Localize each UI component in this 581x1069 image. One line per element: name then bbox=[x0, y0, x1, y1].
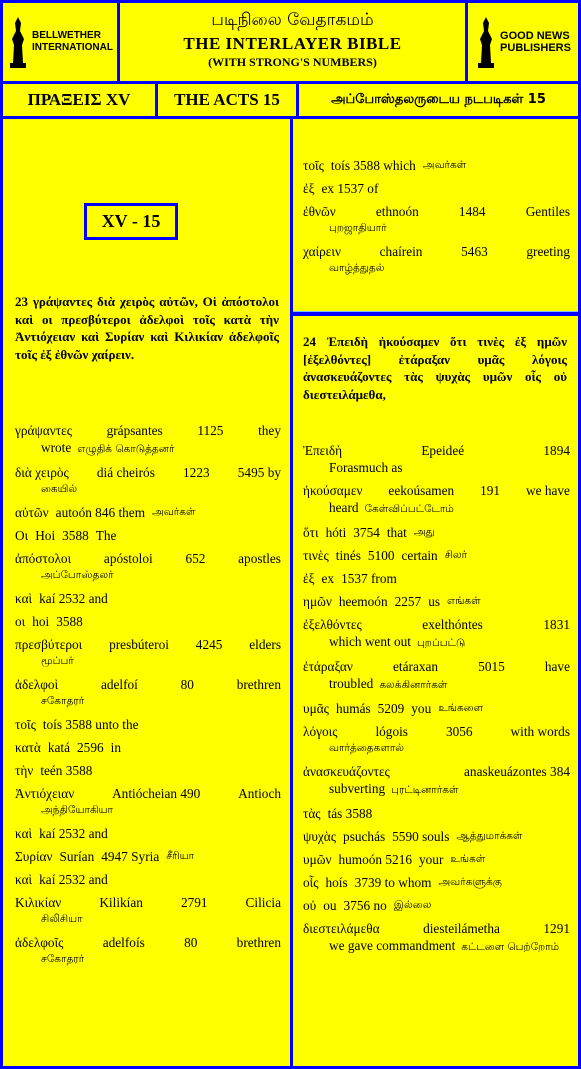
tamil-gloss: எழுதிக் கொடுத்தனர் bbox=[77, 443, 175, 455]
word-gloss: with words bbox=[510, 724, 570, 739]
word-gloss: have bbox=[544, 659, 570, 674]
word-gloss: eekoúsamen bbox=[388, 483, 455, 498]
verse-23-text: 23 γράψαντες διὰ χειρὸς αὐτῶν, Οἱ ἀπόστολοι καὶ οι πρεσβύτεροι ἀδελφοὶ τοῖς κατὰ τὴν Ἀντιόχειαν καὶ Συρίαν καὶ Κιλικίαν ἀδελφοῖς τοῖς ἐξ ἐθνῶν χαίρειν. bbox=[15, 294, 279, 362]
word-entry bbox=[15, 716, 281, 733]
title-block bbox=[120, 3, 465, 81]
word-gloss: 1484 bbox=[458, 204, 486, 219]
word-entry bbox=[303, 851, 570, 868]
word-gloss: 2257 bbox=[394, 594, 422, 609]
word-entry-line bbox=[15, 636, 281, 653]
word-gloss: 1125 bbox=[197, 423, 224, 438]
tamil-gloss: கட்டளை பெற்றோம் bbox=[461, 941, 560, 953]
word-gloss: anaskeuázontes 384 bbox=[464, 764, 570, 779]
word-entry bbox=[15, 464, 281, 498]
tamil-gloss: வாழ்த்துதல் bbox=[329, 262, 385, 274]
word-gloss: katá bbox=[47, 740, 71, 755]
word-gloss: 3056 bbox=[445, 724, 473, 739]
english-gloss: troubled bbox=[329, 676, 374, 691]
book-tamil: அப்போஸ்தலருடைய நடபடிகள் 15 bbox=[331, 92, 546, 107]
word-gloss: psuchás bbox=[343, 829, 386, 844]
word-entry-line bbox=[15, 739, 281, 756]
word-entry bbox=[303, 658, 570, 694]
word-gloss-continued bbox=[303, 633, 570, 652]
word-gloss: presbúteroi bbox=[109, 637, 169, 652]
greek-word: ἐθνῶν bbox=[303, 204, 336, 219]
word-gloss: 4245 bbox=[195, 637, 223, 652]
word-gloss: hóti bbox=[325, 525, 347, 540]
word-gloss-continued bbox=[15, 439, 281, 458]
word-gloss: diesteilámetha bbox=[423, 921, 500, 936]
word-entry-line bbox=[15, 676, 281, 693]
word-entry bbox=[303, 700, 570, 717]
tamil-gloss: புறப்பட்டு bbox=[416, 637, 466, 649]
word-entry-line bbox=[303, 763, 570, 780]
chapter-badge: XV - 15 bbox=[84, 203, 178, 240]
word-entry-line bbox=[15, 762, 281, 779]
word-entry bbox=[303, 763, 570, 799]
left-word-list bbox=[15, 422, 281, 974]
word-gloss: they bbox=[258, 423, 281, 438]
english-gloss: Forasmuch as bbox=[329, 460, 403, 475]
greek-word: γράψαντες bbox=[15, 423, 72, 438]
word-entry-line bbox=[303, 482, 570, 499]
word-gloss: ethnoón bbox=[375, 204, 419, 219]
greek-word: οὐ bbox=[303, 898, 317, 913]
word-entry bbox=[15, 762, 281, 779]
word-gloss: Epeideé bbox=[421, 443, 465, 458]
greek-word: χαίρειν bbox=[303, 244, 341, 259]
word-entry-line bbox=[303, 243, 570, 260]
greek-word: υμᾶς bbox=[303, 701, 329, 716]
word-entry-line bbox=[15, 590, 281, 607]
greek-word: ἐτάραξαν bbox=[303, 659, 353, 674]
word-gloss: kaí 2532 and bbox=[39, 591, 108, 606]
greek-word: υμῶν bbox=[303, 852, 332, 867]
tamil-gloss: அவர்களுக்கு bbox=[438, 876, 502, 888]
word-entry-line bbox=[15, 422, 281, 439]
book-english: THE ACTS 15 bbox=[158, 84, 299, 116]
greek-word: ἐξελθόντες bbox=[303, 617, 362, 632]
bellwether-logo bbox=[3, 3, 120, 81]
word-gloss: you bbox=[411, 701, 432, 716]
word-gloss-continued bbox=[303, 675, 570, 694]
word-gloss: 2596 bbox=[77, 740, 104, 755]
greek-word: διὰ χειρὸς bbox=[15, 465, 69, 480]
word-entry bbox=[303, 243, 570, 277]
greek-word: Ἐπειδὴ bbox=[303, 443, 343, 458]
word-gloss: adelfoís bbox=[102, 935, 145, 950]
word-gloss: 5209 bbox=[377, 701, 405, 716]
word-entry bbox=[15, 785, 281, 819]
word-entry-line bbox=[303, 700, 570, 717]
word-entry bbox=[15, 590, 281, 607]
word-entry-line bbox=[303, 897, 570, 914]
english-gloss: subverting bbox=[329, 781, 386, 796]
greek-word: ημῶν bbox=[303, 594, 332, 609]
word-entry bbox=[303, 616, 570, 652]
logo-right-line2: PUBLISHERS bbox=[500, 42, 571, 54]
word-gloss: 5015 bbox=[478, 659, 505, 674]
tamil-gloss: சிலர் bbox=[444, 549, 468, 561]
word-gloss: 3588 bbox=[62, 528, 89, 543]
word-entry bbox=[15, 871, 281, 888]
word-gloss: apostles bbox=[238, 551, 281, 566]
word-entry bbox=[15, 739, 281, 756]
word-gloss: 3588 bbox=[56, 614, 83, 629]
word-gloss: heemoón bbox=[338, 594, 388, 609]
greek-word: κατὰ bbox=[15, 740, 41, 755]
tamil-gloss: எங்கள் bbox=[447, 595, 481, 607]
greek-word: ψυχὰς bbox=[303, 829, 337, 844]
greek-word: οι bbox=[15, 614, 26, 629]
word-gloss: 5463 bbox=[461, 244, 488, 259]
greek-word: τὴν bbox=[15, 763, 34, 778]
word-gloss: 1223 bbox=[183, 465, 210, 480]
word-gloss: kaí 2532 and bbox=[39, 872, 108, 887]
word-entry bbox=[303, 547, 570, 564]
greek-word: τὰς bbox=[303, 806, 321, 821]
word-gloss-continued bbox=[303, 780, 570, 799]
word-gloss: humás bbox=[335, 701, 371, 716]
tamil-gloss: அவர்கள் bbox=[422, 159, 467, 171]
title-main: THE INTERLAYER BIBLE bbox=[183, 34, 402, 53]
tamil-gloss: அப்போஸ்தலர் bbox=[41, 569, 114, 581]
word-entry bbox=[15, 550, 281, 584]
word-entry-line bbox=[15, 527, 281, 544]
greek-word: λόγοις bbox=[303, 724, 338, 739]
tamil-gloss: உங்கள் bbox=[450, 853, 486, 865]
greek-word: ἀπόστολοι bbox=[15, 551, 72, 566]
word-entry-line bbox=[303, 203, 570, 220]
word-entry-line bbox=[303, 570, 570, 587]
word-gloss: lógois bbox=[375, 724, 408, 739]
word-gloss: exelthóntes bbox=[422, 617, 483, 632]
word-entry-line bbox=[303, 616, 570, 633]
greek-word: καὶ bbox=[15, 591, 33, 606]
word-gloss: hoi bbox=[32, 614, 50, 629]
word-gloss: Cilicia bbox=[245, 895, 281, 910]
word-gloss: Gentiles bbox=[525, 204, 570, 219]
word-gloss: 5495 by bbox=[237, 465, 281, 480]
word-gloss: toís 3588 which bbox=[330, 158, 416, 173]
word-entry-line bbox=[15, 871, 281, 888]
word-gloss: elders bbox=[249, 637, 281, 652]
word-entry-line bbox=[303, 442, 570, 459]
greek-word: πρεσβύτεροι bbox=[15, 637, 83, 652]
greek-word: τινὲς bbox=[303, 548, 329, 563]
word-entry bbox=[15, 636, 281, 670]
word-entry bbox=[303, 920, 570, 956]
bellwether-logo-text bbox=[32, 30, 113, 54]
column-divider bbox=[290, 119, 293, 1066]
word-entry bbox=[303, 828, 570, 845]
word-gloss: in bbox=[110, 740, 121, 755]
word-entry bbox=[303, 524, 570, 541]
word-entry bbox=[303, 723, 570, 757]
right-word-list bbox=[303, 442, 570, 962]
bellwether-figure-icon bbox=[7, 15, 29, 69]
word-gloss: 80 bbox=[184, 935, 198, 950]
word-entry-line bbox=[15, 848, 281, 865]
tamil-gloss: வார்த்தைகளால் bbox=[329, 742, 405, 754]
word-entry bbox=[303, 157, 570, 174]
tamil-gloss: சிலிசியா bbox=[41, 913, 83, 925]
word-gloss: grápsantes bbox=[106, 423, 163, 438]
logo-left-line1: BELLWETHER bbox=[32, 30, 101, 41]
word-entry bbox=[15, 894, 281, 928]
word-gloss: 1831 bbox=[543, 617, 570, 632]
title-subtitle: (WITH STRONG'S NUMBERS) bbox=[208, 55, 377, 69]
word-entry-line bbox=[303, 593, 570, 610]
word-entry-line bbox=[15, 785, 281, 802]
word-entry-line bbox=[303, 524, 570, 541]
word-entry bbox=[303, 874, 570, 891]
book-greek: ΠΡΑΞΕΙΣ XV bbox=[3, 84, 158, 116]
word-gloss: greeting bbox=[526, 244, 570, 259]
word-gloss: adelfoí bbox=[100, 677, 138, 692]
word-entry bbox=[15, 848, 281, 865]
greek-word: τοῖς bbox=[15, 717, 36, 732]
greek-word: Ἀντιόχειαν bbox=[15, 786, 75, 801]
greek-word: ἀδελφοῖς bbox=[15, 935, 64, 950]
greek-word: ἐξ bbox=[303, 181, 315, 196]
verse-24-text: 24 Ἐπειδὴ ἠκούσαμεν ὅτι τινὲς ἐξ ημῶν [ἐξελθόντες] ἐτάραξαν υμᾶς λόγοις ἀνασκευάζοντες τὰς ψυχὰς υμῶν οἷς οὐ διεστειλάμεθα, bbox=[303, 334, 567, 402]
word-entry-line bbox=[303, 874, 570, 891]
word-gloss: 5100 bbox=[367, 548, 395, 563]
word-entry-line bbox=[303, 547, 570, 564]
word-gloss: tinés bbox=[335, 548, 361, 563]
word-gloss: certain bbox=[401, 548, 438, 563]
word-entry-line bbox=[15, 716, 281, 733]
word-gloss: Surían bbox=[59, 849, 95, 864]
title-tamil: படிநிலை வேதாகமம் bbox=[211, 10, 374, 30]
word-gloss: Hoi bbox=[35, 528, 56, 543]
word-gloss-continued bbox=[303, 459, 570, 476]
tamil-gloss: ஆத்துமாக்கள் bbox=[456, 830, 523, 842]
word-entry bbox=[303, 570, 570, 587]
word-gloss: 2791 bbox=[180, 895, 208, 910]
word-gloss: 1291 bbox=[543, 921, 570, 936]
greek-word: ἀνασκευάζοντες bbox=[303, 764, 390, 779]
word-gloss: ex bbox=[321, 571, 335, 586]
word-gloss: diá cheirós bbox=[96, 465, 155, 480]
greek-word: διεστειλάμεθα bbox=[303, 921, 380, 936]
right-top-word-list bbox=[303, 157, 570, 283]
tamil-gloss: சகோதரர் bbox=[41, 695, 85, 707]
good-news-logo-text bbox=[500, 30, 571, 54]
word-entry-line bbox=[15, 464, 281, 481]
word-entry bbox=[15, 676, 281, 710]
word-gloss: teén 3588 bbox=[40, 763, 93, 778]
tamil-gloss: அந்தியோகியா bbox=[41, 804, 114, 816]
word-entry bbox=[303, 180, 570, 197]
word-gloss: brethren bbox=[236, 935, 281, 950]
word-entry bbox=[15, 504, 281, 521]
word-gloss: 1537 from bbox=[341, 571, 397, 586]
word-entry-line bbox=[15, 613, 281, 630]
word-gloss: chaírein bbox=[379, 244, 423, 259]
word-entry bbox=[303, 805, 570, 822]
word-entry bbox=[15, 527, 281, 544]
word-entry-line bbox=[303, 180, 570, 197]
word-gloss: Kilikían bbox=[99, 895, 143, 910]
word-gloss: ex 1537 of bbox=[321, 181, 379, 196]
tamil-gloss: அது bbox=[413, 526, 435, 538]
greek-word: ὅτι bbox=[303, 525, 319, 540]
english-gloss: heard bbox=[329, 500, 359, 515]
greek-word: ἠκούσαμεν bbox=[303, 483, 363, 498]
word-gloss: 3739 to whom bbox=[354, 875, 432, 890]
english-gloss: we gave commandment bbox=[329, 938, 456, 953]
word-gloss: 3756 no bbox=[343, 898, 387, 913]
english-gloss: wrote bbox=[41, 440, 72, 455]
greek-word: καὶ bbox=[15, 826, 33, 841]
word-gloss: us bbox=[428, 594, 441, 609]
header bbox=[3, 3, 578, 81]
tamil-gloss: அவர்கள் bbox=[152, 506, 196, 518]
word-entry-line bbox=[303, 658, 570, 675]
word-entry-line bbox=[303, 157, 570, 174]
english-gloss: which went out bbox=[329, 634, 411, 649]
word-gloss: 652 bbox=[185, 551, 206, 566]
tamil-gloss: இல்லை bbox=[393, 899, 432, 911]
word-gloss: we have bbox=[526, 483, 570, 498]
word-gloss: 191 bbox=[480, 483, 501, 498]
word-entry-line bbox=[303, 920, 570, 937]
word-gloss: ou bbox=[323, 898, 337, 913]
word-gloss: autoón 846 them bbox=[55, 505, 146, 520]
word-gloss-continued bbox=[303, 499, 570, 518]
word-gloss: that bbox=[386, 525, 407, 540]
word-gloss: 80 bbox=[180, 677, 194, 692]
word-entry bbox=[15, 422, 281, 458]
word-gloss: Antiócheian 490 bbox=[112, 786, 201, 801]
word-gloss: brethren bbox=[236, 677, 281, 692]
word-gloss: The bbox=[95, 528, 117, 543]
tamil-gloss: சீரியா bbox=[166, 850, 195, 862]
word-entry bbox=[303, 897, 570, 914]
word-gloss: Antioch bbox=[238, 786, 281, 801]
word-gloss: toís 3588 unto the bbox=[42, 717, 139, 732]
greek-word: Συρίαν bbox=[15, 849, 53, 864]
word-entry bbox=[15, 613, 281, 630]
word-gloss: kaí 2532 and bbox=[39, 826, 108, 841]
greek-word: τοῖς bbox=[303, 158, 324, 173]
word-gloss: apóstoloi bbox=[103, 551, 153, 566]
book-band bbox=[3, 81, 578, 119]
right-section-divider bbox=[293, 311, 578, 316]
logo-left-line2: INTERNATIONAL bbox=[32, 42, 113, 53]
logo-right-line1: GOOD NEWS bbox=[500, 30, 570, 42]
word-gloss: your bbox=[419, 852, 444, 867]
greek-word: ἀδελφοὶ bbox=[15, 677, 59, 692]
word-gloss: 4947 Syria bbox=[101, 849, 160, 864]
word-gloss: tás 3588 bbox=[327, 806, 373, 821]
word-entry-line bbox=[15, 894, 281, 911]
word-entry-line bbox=[303, 828, 570, 845]
tamil-gloss: கலக்கினார்கள் bbox=[379, 679, 448, 691]
word-gloss: etáraxan bbox=[393, 659, 439, 674]
word-gloss: 3754 bbox=[353, 525, 380, 540]
word-entry bbox=[15, 825, 281, 842]
word-gloss-continued bbox=[303, 937, 570, 956]
word-entry-line bbox=[303, 851, 570, 868]
word-entry-line bbox=[15, 504, 281, 521]
tamil-gloss: புரட்டினார்கள் bbox=[391, 784, 459, 796]
word-entry bbox=[15, 934, 281, 968]
word-entry-line bbox=[303, 805, 570, 822]
word-entry bbox=[303, 203, 570, 237]
word-gloss: humoón 5216 bbox=[338, 852, 412, 867]
greek-word: ἐξ bbox=[303, 571, 315, 586]
tamil-gloss: மூப்பர் bbox=[41, 655, 74, 667]
greek-word: Οι bbox=[15, 528, 29, 543]
word-entry-line bbox=[303, 723, 570, 740]
word-entry bbox=[303, 442, 570, 476]
tamil-gloss: சகோதரர் bbox=[41, 953, 85, 965]
tamil-gloss: கேள்விப்பட்டோம் bbox=[364, 503, 454, 515]
word-gloss: 1894 bbox=[543, 443, 570, 458]
word-gloss: 5590 souls bbox=[392, 829, 450, 844]
word-entry bbox=[303, 482, 570, 518]
good-news-figure-icon bbox=[475, 15, 497, 69]
greek-word: αὐτῶν bbox=[15, 505, 49, 520]
word-entry-line bbox=[15, 825, 281, 842]
good-news-logo bbox=[465, 3, 578, 81]
tamil-gloss: உங்களை bbox=[438, 702, 484, 714]
word-entry-line bbox=[15, 934, 281, 951]
word-gloss: hoís bbox=[325, 875, 348, 890]
word-entry bbox=[303, 593, 570, 610]
tamil-gloss: கையில் bbox=[41, 483, 78, 495]
tamil-gloss: புறஜாதியார் bbox=[329, 222, 387, 234]
greek-word: Κιλικίαν bbox=[15, 895, 62, 910]
greek-word: οἷς bbox=[303, 875, 319, 890]
word-entry-line bbox=[15, 550, 281, 567]
greek-word: καὶ bbox=[15, 872, 33, 887]
